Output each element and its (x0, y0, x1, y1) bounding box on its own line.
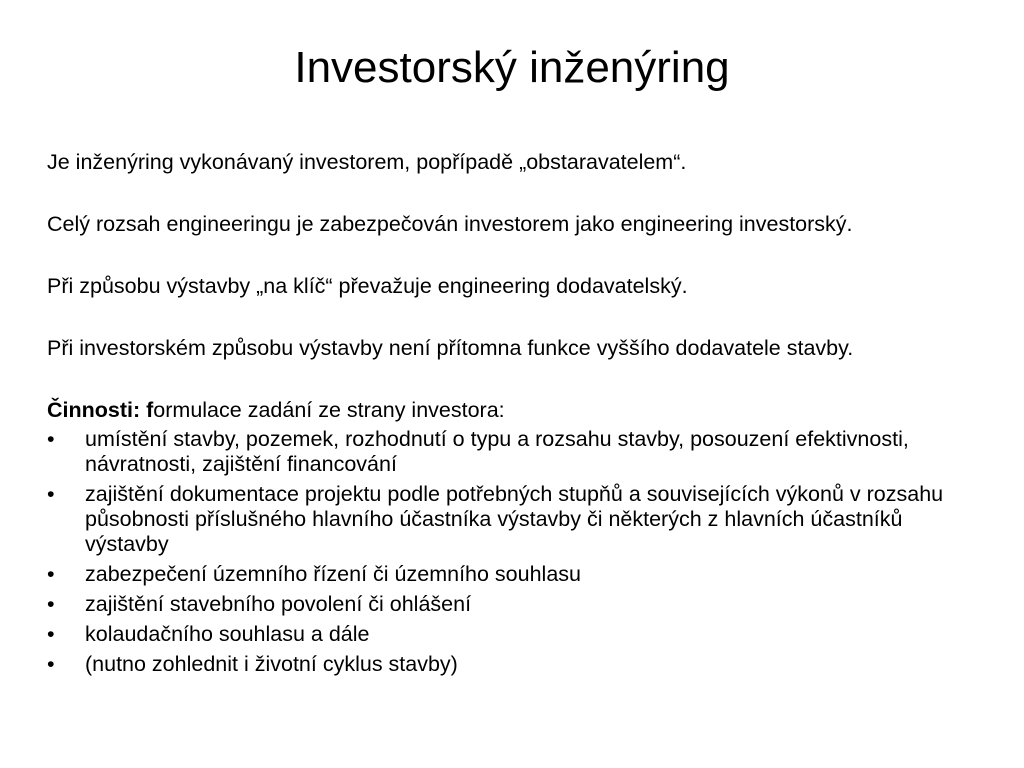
paragraph-3: Při způsobu výstavby „na klíč“ převažuje engineering dodavatelský. (47, 274, 688, 298)
list-item-text: zabezpečení územního řízení či územního souhlasu (85, 562, 581, 586)
bullet-icon: • (47, 652, 55, 676)
activities-lead: ormulace zadání ze strany investora: (153, 398, 505, 422)
list-item (47, 427, 947, 477)
paragraph-4: Při investorském způsobu výstavby není přítomna funkce vyššího dodavatele stavby. (47, 336, 854, 360)
slide-title: Investorský inženýring (294, 43, 730, 92)
paragraph-2: Celý rozsah engineeringu je zabezpečován investorem jako engineering investorský. (47, 212, 853, 236)
list-item-text: zajištění stavebního povolení či ohlášení (85, 592, 472, 616)
paragraph-1: Je inženýring vykonávaný investorem, popřípadě „obstaravatelem“. (47, 150, 687, 174)
list-item (47, 562, 947, 587)
list-item (47, 482, 947, 557)
activities-label: Činnosti: f (47, 398, 154, 422)
list-item (47, 592, 947, 617)
list-item-text: kolaudačního souhlasu a dále (85, 622, 370, 646)
list-item (47, 622, 947, 647)
list-item-text: umístění stavby, pozemek, rozhodnutí o typu a rozsahu stavby, posouzení efektivnosti, návratnosti, zajištění financování (85, 427, 909, 476)
list-item-text: zajištění dokumentace projektu podle potřebných stupňů a souvisejících výkonů v rozsahu působnosti příslušného hlavního účastníka výstavby či některých z hlavních účastníků výstavby (85, 482, 944, 556)
bullet-icon: • (47, 562, 55, 586)
list-item-text: (nutno zohlednit i životní cyklus stavby) (85, 652, 458, 676)
activities-heading (47, 398, 947, 423)
bullet-icon: • (47, 482, 55, 506)
bullet-icon: • (47, 427, 55, 451)
list-item (47, 652, 947, 677)
bullet-icon: • (47, 592, 55, 616)
bullet-icon: • (47, 622, 55, 646)
activities-list (47, 427, 947, 677)
slide-body (47, 150, 947, 682)
